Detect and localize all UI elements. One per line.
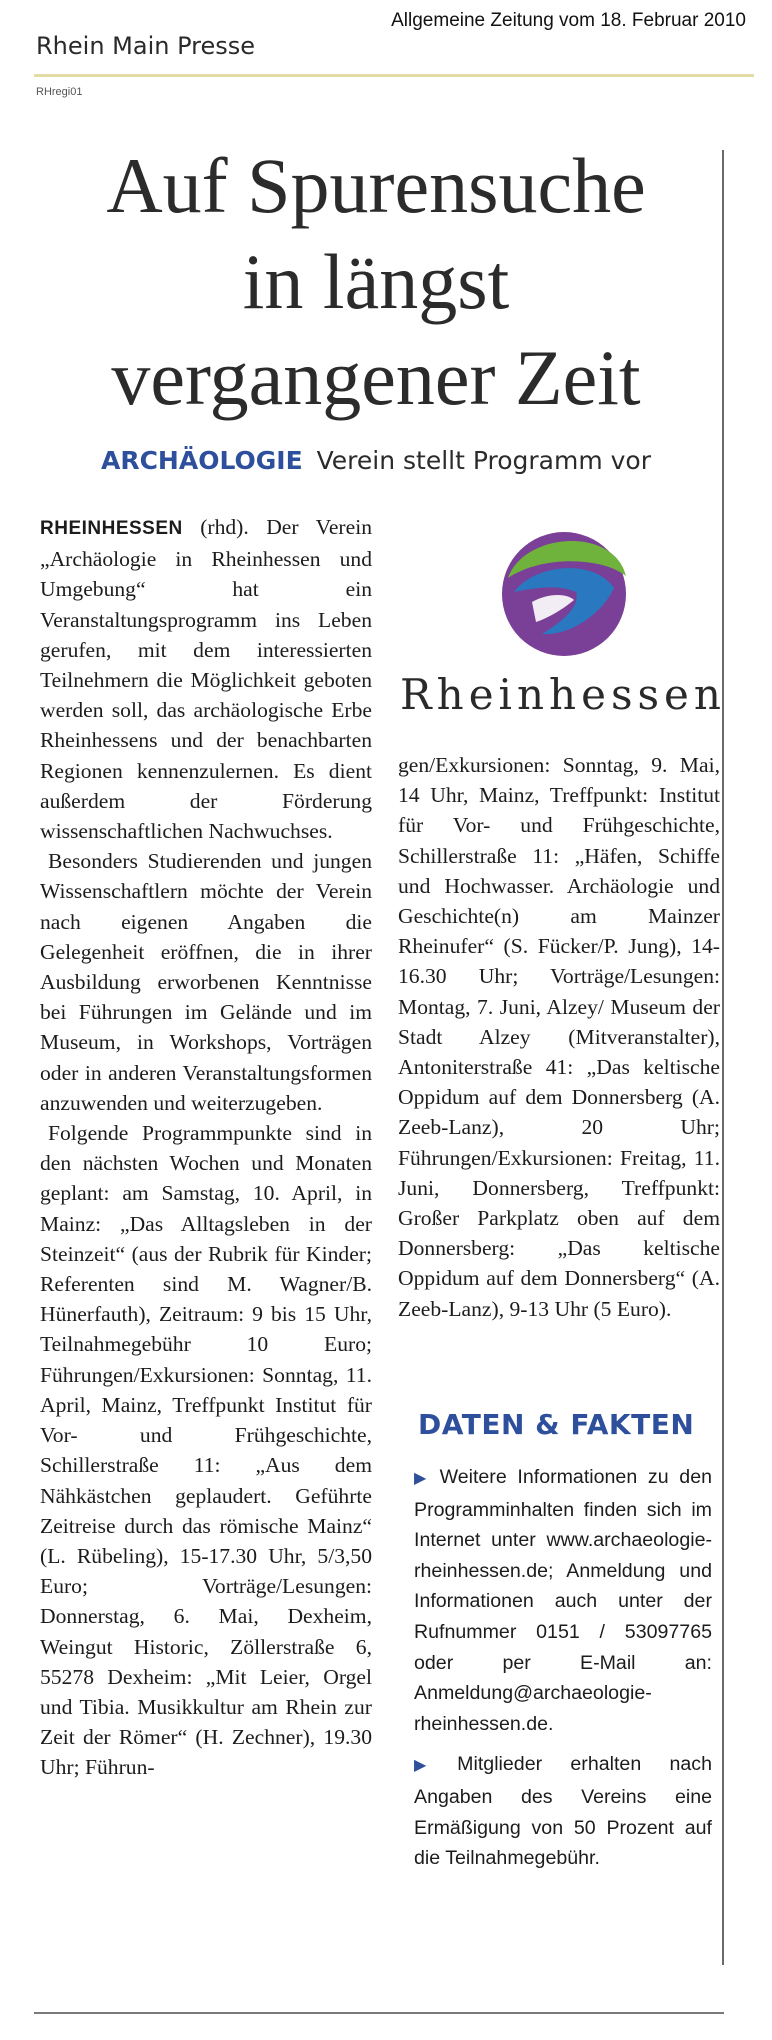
headline-line: Auf Spurensuche (106, 142, 646, 229)
column-rule (722, 150, 724, 1965)
rheinhessen-emblem-icon (484, 518, 644, 666)
page-code: RHregi01 (36, 86, 83, 98)
facts-box (414, 1462, 712, 1884)
facts-item-text: Mitglieder erhalten nach Angaben des Vereins eine Ermäßigung von 50 Prozent auf die Teilnahmegebühr. (414, 1753, 713, 1870)
headline-line: vergangener Zeit (111, 334, 641, 421)
paragraph-text: (rhd). Der Verein „Archäologie in Rheinhessen und Umgebung“ hat ein Veranstaltungsprogramm ins Leben gerufen, mit dem interessierten Teilnehmern die Möglichkeit geboten werden soll, das archäologische Erbe Rheinhessens und der benachbarten Regionen kennenzulernen. Es dient außerdem der Förderung wissenschaftlichen Nachwuchses. (40, 515, 372, 844)
paragraph (40, 512, 372, 846)
subheadline (36, 446, 716, 475)
facts-item (414, 1749, 712, 1873)
facts-item-text: Weitere Informationen zu den Programminhalten finden sich im Internet unter www.archaeologie-rheinhessen.de; Anmeldung und Informationen auch unter der Rufnummer 0151 / 53097765 oder per E-Mail an: Anmeldung@archaeologie-rheinhessen.de. (414, 1466, 712, 1735)
publication-name: Rhein Main Presse (36, 32, 256, 60)
facts-title: DATEN & FAKTEN (418, 1408, 695, 1441)
subtitle: Verein stellt Programm vor (316, 446, 651, 475)
article-column-2 (398, 750, 720, 1324)
rheinhessen-logo (400, 518, 726, 730)
masthead-rule (34, 74, 754, 77)
kicker: ARCHÄOLOGIE (100, 446, 303, 475)
headline (36, 138, 716, 426)
dateline: Allgemeine Zeitung vom 18. Februar 2010 (391, 10, 746, 31)
article-column-1 (40, 512, 372, 1783)
logo-wordmark: Rheinhessen (400, 670, 726, 719)
facts-item (414, 1462, 712, 1739)
triangle-right-icon: ▶ (414, 1470, 432, 1487)
paragraph: gen/Exkursionen: Sonntag, 9. Mai, 14 Uhr, Mainz, Treffpunkt: Institut für Vor- und Frühgeschichte, Schillerstraße 11: „Häfen, Schiffe und Hochwasser. Archäologie und Geschichte(n) am Mainzer Rheinufer“ (S. Fücker/P. Jung), 14-16.30 Uhr; Vorträge/Lesungen: Montag, 7. Juni, Alzey/ Museum der Stadt Alzey (Mitveranstalter), Antoniterstraße 41: „Das keltische Oppidum auf dem Donnersberg (A. Zeeb-Lanz), 20 Uhr; Führungen/Exkursionen: Freitag, 11. Juni, Donnersberg, Treffpunkt: Großer Parkplatz oben auf dem Donnersberg: „Das keltische Oppidum auf dem Donnersberg“ (A. Zeeb-Lanz), 9-13 Uhr (5 Euro). (398, 753, 720, 1321)
paragraph: Besonders Studierenden und jungen Wissenschaftlern möchte der Verein nach eigenen Angaben die Gelegenheit eröffnen, die in ihrer Ausbildung erworbenen Kenntnisse bei Führungen im Gelände und im Museum, in Workshops, Vorträgen oder in anderen Veranstaltungsformen anzuwenden und weiterzugeben. (40, 849, 372, 1115)
bottom-rule (34, 2012, 724, 2014)
headline-line: in längst (242, 238, 510, 325)
triangle-right-icon: ▶ (414, 1757, 450, 1775)
paragraph: Folgende Programmpunkte sind in den nächsten Wochen und Monaten geplant: am Samstag, 10. April, in Mainz: „Das Alltagsleben in der Steinzeit“ (aus der Rubrik für Kinder; Referenten sind M. Wagner/B. Hünerfauth), Zeitraum: 9 bis 15 Uhr, Teilnahmegebühr 10 Euro; Führungen/Exkursionen: Sonntag, 11. April, Mainz, Treffpunkt Institut für Vor- und Frühgeschichte, Schillerstraße 11: „Aus dem Nähkästchen geplaudert. Geführte Zeitreise durch das römische Mainz“ (L. Rübeling), 15-17.30 Uhr, 5/3,50 Euro; Vorträge/Lesungen: Donnerstag, 6. Mai, Dexheim, Weingut Historic, Zöllerstraße 6, 55278 Dexheim: „Mit Leier, Orgel und Tibia. Musikkultur am Rhein zur Zeit der Römer“ (H. Zechner), 19.30 Uhr; Führun- (40, 1121, 372, 1780)
dateline-location: RHEINHESSEN (40, 518, 183, 539)
